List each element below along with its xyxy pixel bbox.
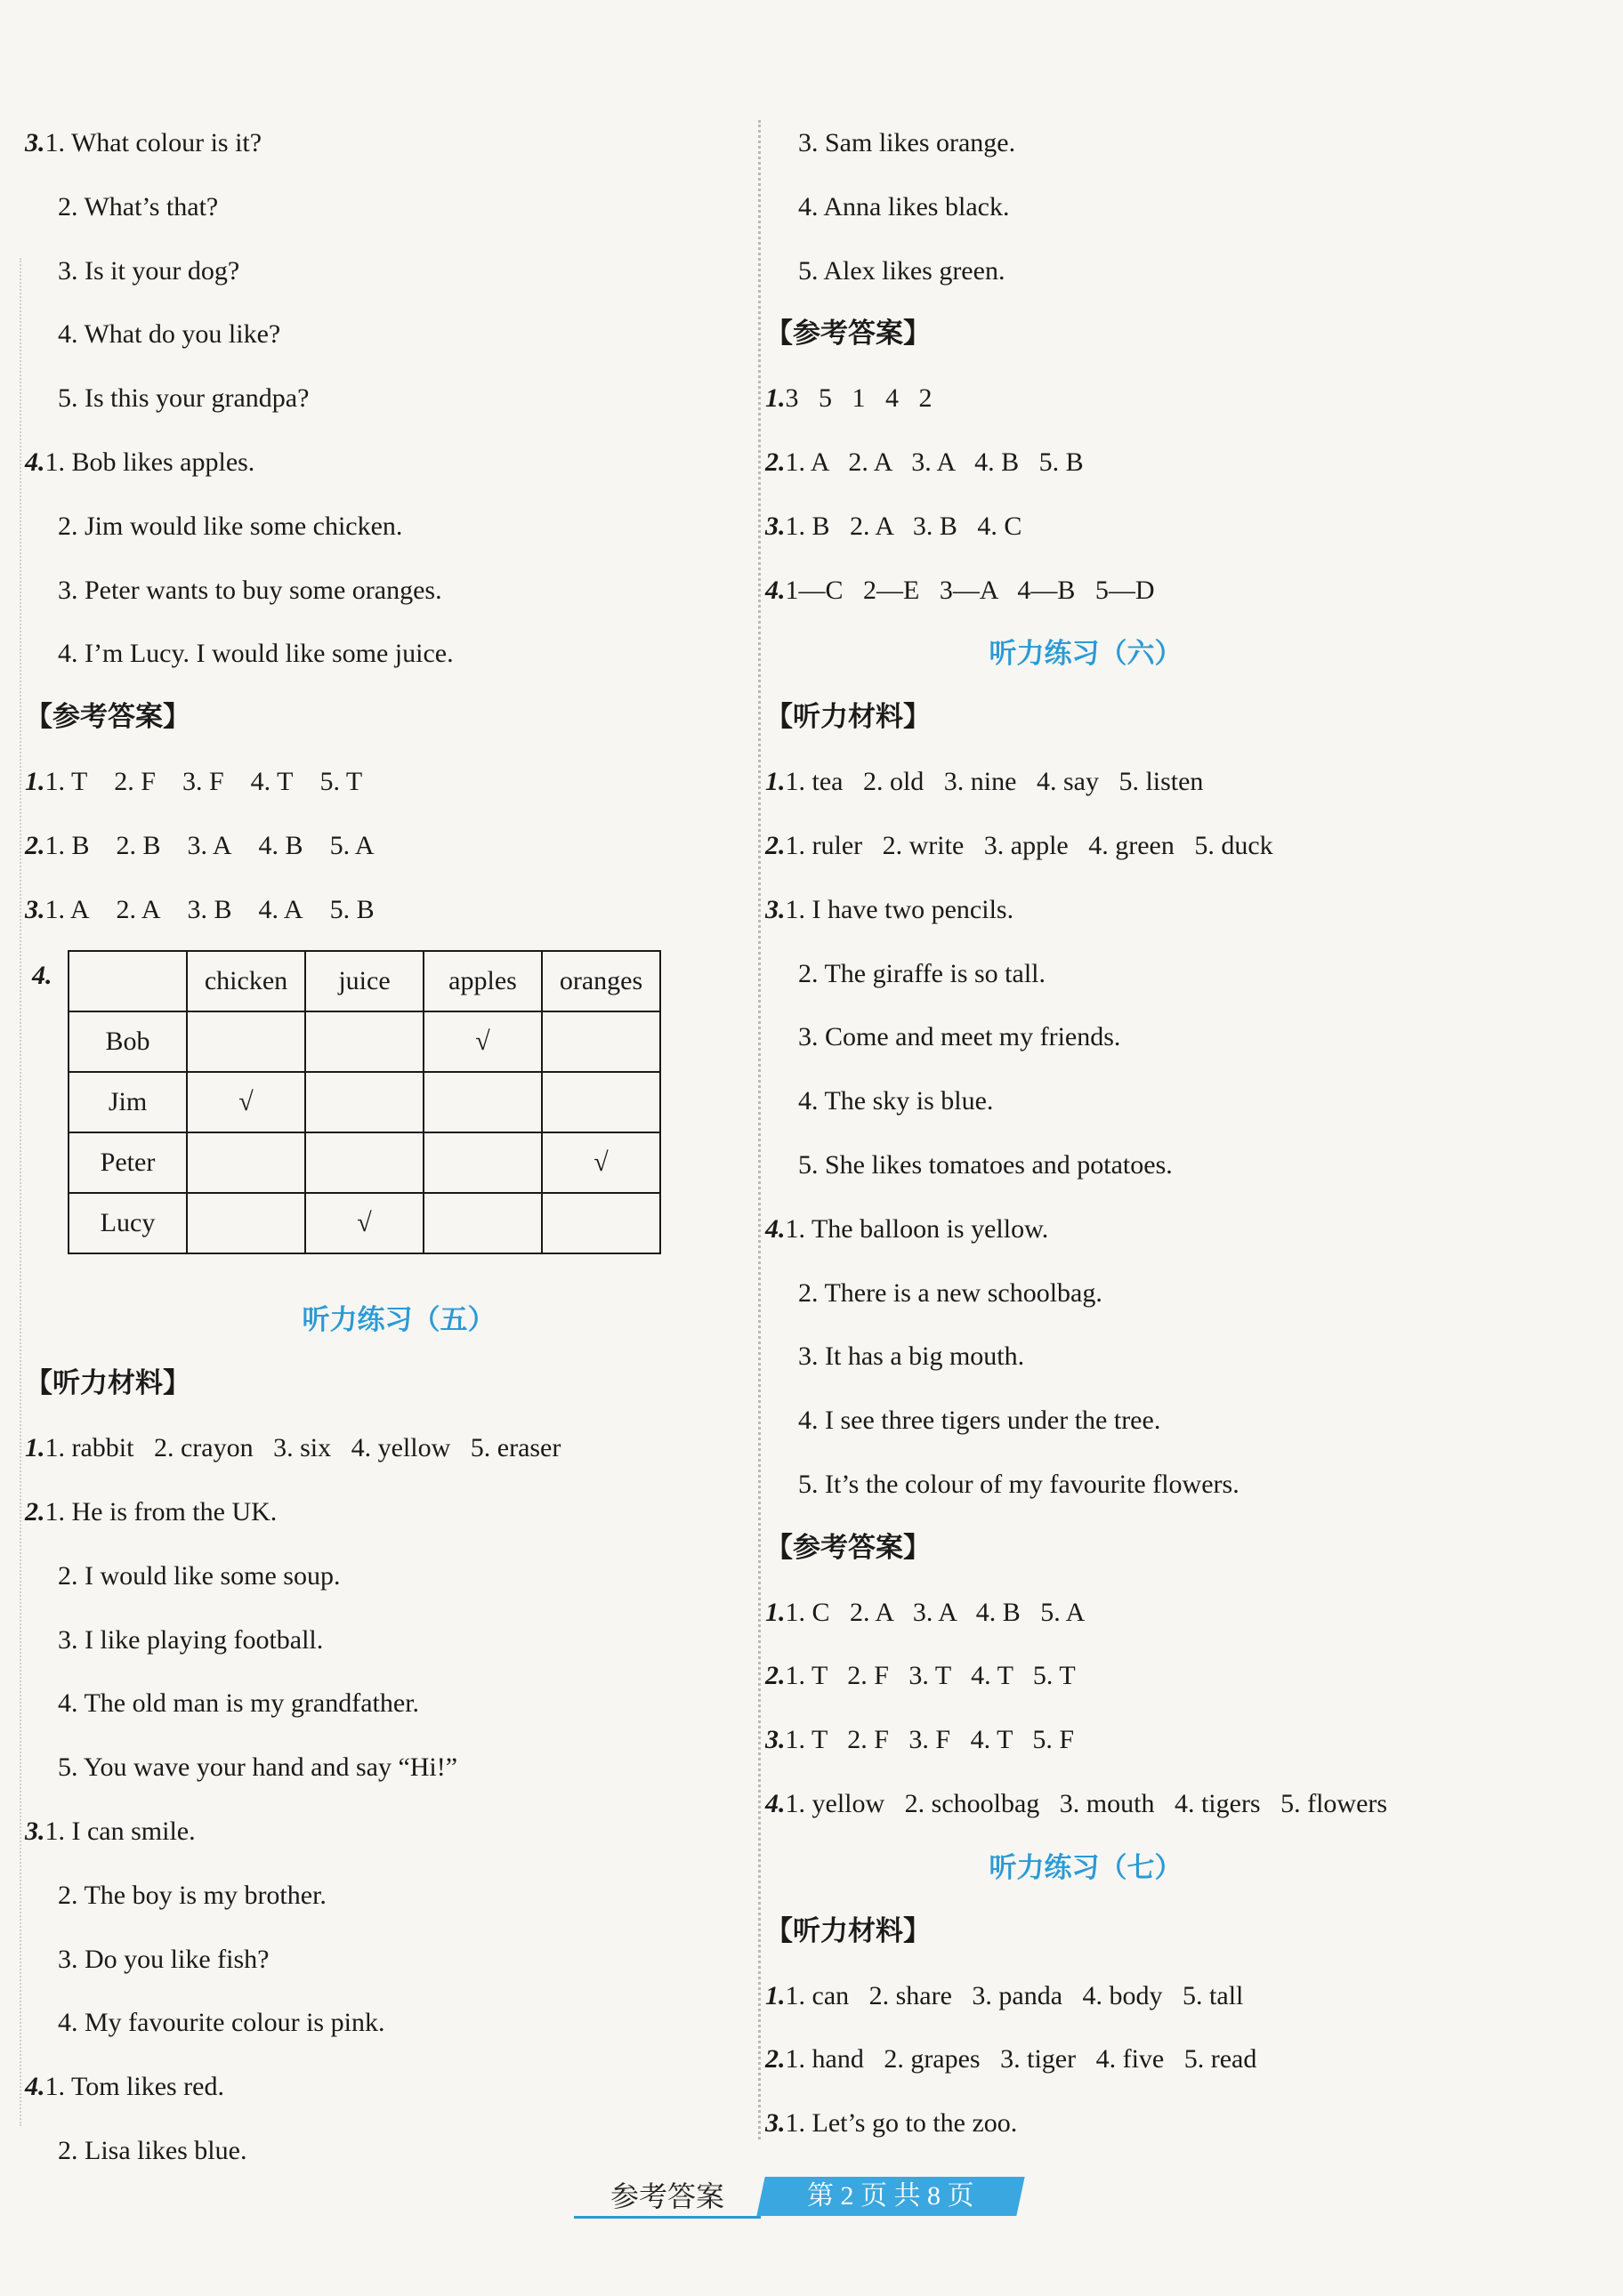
line-text: 1. Let’s go to the zoo. (785, 2108, 1018, 2139)
line-text: 1. hand 2. grapes 3. tiger 4. five 5. read (785, 2044, 1257, 2074)
page-edge-line (20, 258, 21, 2126)
text-line (765, 1644, 1602, 1708)
text-line (765, 1708, 1602, 1772)
material-heading: 【听力材料】 (765, 701, 931, 734)
section7-material (765, 1964, 1602, 2155)
section-title-6: 听力练习（六） (989, 638, 1183, 671)
text-line (25, 1672, 755, 1736)
line-text: 4. The old man is my grandfather. (58, 1688, 420, 1719)
line-text: 1. tea 2. old 3. nine 4. say 5. listen (785, 767, 1204, 797)
text-line (25, 1864, 755, 1928)
section-title-7: 听力练习（七） (989, 1851, 1183, 1884)
line-text: 4. The sky is blue. (798, 1086, 994, 1116)
line-text: 2. The boy is my brother. (58, 1880, 327, 1910)
answer-table (68, 950, 661, 1254)
table-header-cell: oranges (542, 951, 660, 1011)
text-line (765, 750, 1602, 814)
question-number: 3. (25, 128, 45, 157)
material-heading: 【听力材料】 (765, 1914, 931, 1947)
text-line (765, 1964, 1602, 2028)
text-line (765, 942, 1602, 1006)
answer-item: 3. A (187, 830, 232, 860)
line-text: 3. It has a big mouth. (798, 1341, 1025, 1372)
question-number: 3. (25, 894, 45, 924)
page-number-badge (756, 2177, 1024, 2216)
line-text: 5. Is this your grandpa? (58, 383, 310, 414)
answer-item: 4. A (258, 894, 303, 924)
line-text: 1. A 2. A 3. A 4. B 5. B (785, 447, 1084, 477)
table-row (69, 1072, 660, 1132)
question-number: 2. (25, 830, 45, 860)
answers-heading: 【参考答案】 (25, 701, 190, 734)
line-text: 5. You wave your hand and say “Hi!” (58, 1752, 458, 1783)
table-cell (305, 1072, 424, 1132)
line-text: 3. I like playing football. (58, 1624, 324, 1655)
table-cell (187, 1193, 305, 1253)
line-text: 2. The giraffe is so tall. (798, 958, 1046, 988)
table-cell (424, 1072, 542, 1132)
line-text: 3. Is it your dog? (58, 255, 240, 286)
text-line (25, 111, 755, 175)
column-divider (758, 120, 761, 2139)
text-line (25, 1736, 755, 1800)
right-column (765, 111, 1602, 2155)
line-text: 4. Anna likes black. (798, 191, 1010, 222)
question-number: 3. (765, 894, 786, 924)
text-line (25, 559, 755, 623)
answer-item: 5. T (319, 766, 363, 796)
text-line (25, 1480, 755, 1544)
answers-heading: 【参考答案】 (765, 318, 931, 350)
question-number: 1. (765, 383, 786, 414)
listening-material-continued (765, 111, 1602, 302)
question-number: 4. (765, 1788, 786, 1818)
text-line (25, 1991, 755, 2055)
table-cell: √ (424, 1011, 542, 1072)
answer-item: 4. B (258, 830, 303, 860)
question-number: 2. (765, 830, 786, 860)
question-number: 4. (32, 961, 52, 991)
footer-label: 参考答案 (574, 2177, 761, 2219)
question-number: 2. (765, 1661, 786, 1691)
line-text: 4. I’m Lucy. I would like some juice. (58, 639, 454, 669)
question-number: 4. (25, 2072, 45, 2102)
text-line (25, 495, 755, 559)
table-cell (305, 1011, 424, 1072)
line-text: 1. yellow 2. schoolbag 3. mouth 4. tigers 5. flowers (785, 1788, 1388, 1818)
line-text: 1. What colour is it? (44, 128, 262, 157)
line-text: 3. Come and meet my friends. (798, 1022, 1121, 1052)
text-line (765, 1581, 1602, 1645)
text-line (765, 431, 1602, 495)
answer-item: 2. B (116, 830, 161, 860)
question-number: 1. (765, 767, 786, 797)
table-cell (305, 1132, 424, 1193)
question-number: 4. (765, 575, 786, 605)
question-number: 2. (25, 1496, 45, 1527)
answer-item: 1. A (44, 894, 90, 924)
section5-material (25, 1416, 755, 2183)
page-number: 第 2 页 共 8 页 (807, 2181, 974, 2211)
line-text: 3. Sam likes orange. (798, 128, 1016, 157)
line-text: 1. The balloon is yellow. (785, 1213, 1049, 1244)
page-footer (574, 2177, 1028, 2219)
text-line (765, 2027, 1602, 2091)
question-number: 1. (765, 1980, 786, 2010)
question-number: 3. (765, 511, 786, 541)
answer-item: 4. T (250, 766, 294, 796)
table-row (69, 1132, 660, 1193)
text-line (25, 1608, 755, 1672)
line-text: 1. ruler 2. write 3. apple 4. green 5. duck (785, 830, 1273, 860)
table-header-row (69, 951, 660, 1011)
section6-answers (765, 1581, 1602, 1836)
text-line (765, 495, 1602, 559)
line-text: 3 5 1 4 2 (785, 383, 933, 414)
line-text: 1. B 2. A 3. B 4. C (785, 511, 1022, 541)
table-cell (542, 1193, 660, 1253)
text-line (25, 622, 755, 686)
table-cell (424, 1132, 542, 1193)
table-cell (542, 1072, 660, 1132)
text-line (765, 814, 1602, 878)
line-text: 4. My favourite colour is pink. (58, 2008, 385, 2038)
text-line (765, 1197, 1602, 1261)
text-line (765, 175, 1602, 239)
question-number: 3. (25, 1816, 45, 1846)
table-row-label: Peter (69, 1132, 187, 1193)
section-title-5: 听力练习（五） (302, 1304, 496, 1337)
left-column (25, 111, 755, 2183)
table-header-cell (69, 951, 187, 1011)
line-text: 3. Peter wants to buy some oranges. (58, 575, 442, 605)
table-cell (424, 1193, 542, 1253)
line-text: 1. He is from the UK. (44, 1496, 278, 1527)
line-text: 1. I have two pencils. (785, 894, 1014, 924)
table-cell (542, 1011, 660, 1072)
text-line (25, 2055, 755, 2119)
answer-item: 3. B (187, 894, 232, 924)
answer-item: 3. F (182, 766, 224, 796)
line-text: 2. What’s that? (58, 191, 219, 222)
question-number: 1. (25, 1433, 45, 1463)
text-line (25, 1416, 755, 1480)
line-text: 1. C 2. A 3. A 4. B 5. A (785, 1597, 1086, 1627)
text-line (765, 1772, 1602, 1836)
line-text: 2. Jim would like some chicken. (58, 511, 403, 541)
text-line (765, 367, 1602, 431)
question-number: 1. (765, 1597, 786, 1627)
line-text: 2. There is a new schoolbag. (798, 1277, 1102, 1308)
text-line (25, 239, 755, 303)
text-line (25, 367, 755, 431)
text-line (25, 175, 755, 239)
text-line (765, 239, 1602, 303)
table-row-label: Lucy (69, 1193, 187, 1253)
answer-item: 2. F (114, 766, 156, 796)
question-number: 4. (25, 447, 45, 477)
text-line (25, 2119, 755, 2183)
question-number: 3. (765, 1725, 786, 1755)
text-line (25, 431, 755, 495)
text-line (765, 1453, 1602, 1517)
line-text: 1. T 2. F 3. F 4. T 5. F (785, 1725, 1075, 1755)
text-line (765, 1261, 1602, 1325)
text-line (765, 111, 1602, 175)
table-header-cell: chicken (187, 951, 305, 1011)
line-text: 1. can 2. share 3. panda 4. body 5. tall (785, 1980, 1244, 2010)
line-text: 1. T 2. F 3. T 4. T 5. T (785, 1661, 1076, 1691)
listening-material-continued (25, 111, 755, 686)
text-line (765, 1133, 1602, 1197)
question-number: 4. (765, 1213, 786, 1244)
line-text: 2. Lisa likes blue. (58, 2135, 247, 2165)
line-text: 3. Do you like fish? (58, 1944, 270, 1974)
table-header-cell: apples (424, 951, 542, 1011)
answers-heading: 【参考答案】 (765, 1531, 931, 1564)
line-text: 1. I can smile. (44, 1816, 196, 1846)
answer-list (25, 750, 755, 941)
question-number: 3. (765, 2108, 786, 2139)
answer-item: 1. B (44, 830, 90, 860)
answer-line (25, 750, 755, 814)
table-cell (187, 1132, 305, 1193)
answer-line (25, 878, 755, 942)
table-row-label: Bob (69, 1011, 187, 1072)
line-text: 1. rabbit 2. crayon 3. six 4. yellow 5. eraser (44, 1433, 561, 1463)
text-line (765, 1069, 1602, 1133)
line-text: 5. Alex likes green. (798, 255, 1005, 286)
line-text: 1. Tom likes red. (44, 2072, 224, 2102)
table-row-label: Jim (69, 1072, 187, 1132)
line-text: 5. It’s the colour of my favourite flowers. (798, 1469, 1239, 1499)
line-text: 2. I would like some soup. (58, 1560, 341, 1591)
answer-table-block (25, 941, 755, 1288)
answer-item: 5. B (329, 894, 375, 924)
text-line (765, 2091, 1602, 2155)
line-text: 1—C 2—E 3—A 4—B 5—D (785, 575, 1155, 605)
table-cell: √ (305, 1193, 424, 1253)
answer-list (765, 367, 1602, 622)
question-number: 2. (765, 2044, 786, 2074)
question-number: 1. (25, 766, 45, 796)
text-line (25, 1544, 755, 1608)
text-line (765, 1389, 1602, 1453)
text-line (765, 1325, 1602, 1389)
text-line (765, 559, 1602, 623)
line-text: 5. She likes tomatoes and potatoes. (798, 1149, 1173, 1180)
answer-item: 5. A (329, 830, 375, 860)
table-cell: √ (542, 1132, 660, 1193)
material-heading: 【听力材料】 (25, 1367, 190, 1400)
line-text: 4. I see three tigers under the tree. (798, 1406, 1161, 1436)
line-text: 1. Bob likes apples. (44, 447, 255, 477)
table-row (69, 1193, 660, 1253)
table-cell: √ (187, 1072, 305, 1132)
text-line (25, 1800, 755, 1864)
question-number: 2. (765, 447, 786, 477)
text-line (765, 1005, 1602, 1069)
text-line (25, 302, 755, 367)
answer-item: 1. T (44, 766, 88, 796)
section6-material (765, 750, 1602, 1517)
text-line (765, 878, 1602, 942)
line-text: 4. What do you like? (58, 319, 281, 350)
table-header-cell: juice (305, 951, 424, 1011)
table-cell (187, 1011, 305, 1072)
answer-item: 2. A (116, 894, 161, 924)
table-row (69, 1011, 660, 1072)
answer-line (25, 814, 755, 878)
text-line (25, 1928, 755, 1992)
